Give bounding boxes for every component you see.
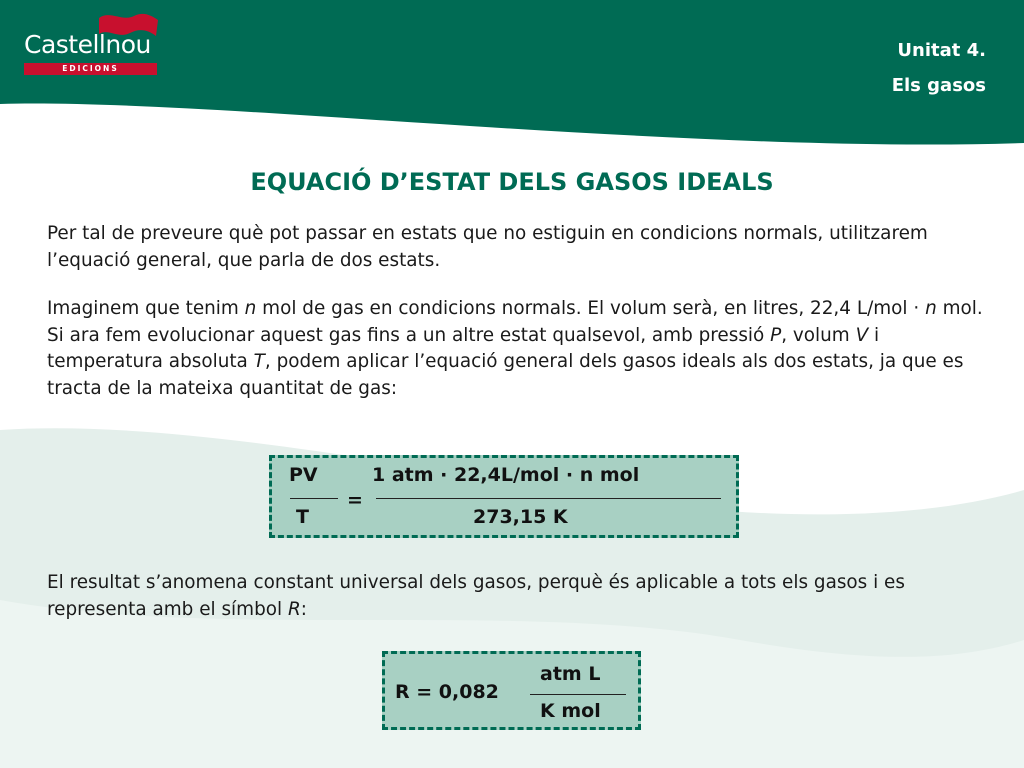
fraction-bar [530,694,626,695]
unit-label: Unitat 4. [897,40,986,61]
gas-constant-units-numerator: atm L [540,663,601,685]
formula-denominator: 273,15 K [473,506,568,528]
intro-paragraph: Per tal de preveure què pot passar en estats que no estiguin en condicions normals, utilitzarem l’equació general, que parla de dos estats. [47,223,928,271]
ideal-gas-formula [269,455,739,538]
logo-subtitle: EDICIONS [24,63,157,75]
logo-wordmark: Castellnou [24,30,151,59]
fraction-bar [290,498,338,499]
formula-t: T [296,506,309,528]
formula-pv: PV [289,464,318,486]
explanation-paragraph: Imaginem que tenim n mol de gas en condicions normals. El volum serà, en litres, 22,4 L/mol · n mol. Si ara fem evolucionar aquest gas fins a un altre estat qualsevol, amb pressió P, volum V i temperatura absoluta T, podem aplicar l’equació general dels gasos ideals als dos estats, ja que es tracta de la mateixa quantitat de gas: [47,298,983,399]
unit-info [892,33,986,103]
fraction-bar-main [376,498,721,499]
gas-constant-formula [382,651,641,730]
page-title: EQUACIÓ D’ESTAT DELS GASOS IDEALS [250,168,774,196]
gas-constant-units-denominator: K mol [540,700,601,722]
gas-constant-value: R = 0,082 [395,681,499,703]
result-paragraph: El resultat s’anomena constant universal dels gasos, perquè és aplicable a tots els gasos i es representa amb el símbol R: [47,572,905,620]
formula-equals: = [347,489,363,511]
formula-numerator: 1 atm · 22,4L/mol · n mol [372,464,640,486]
unit-topic: Els gasos [891,75,986,96]
